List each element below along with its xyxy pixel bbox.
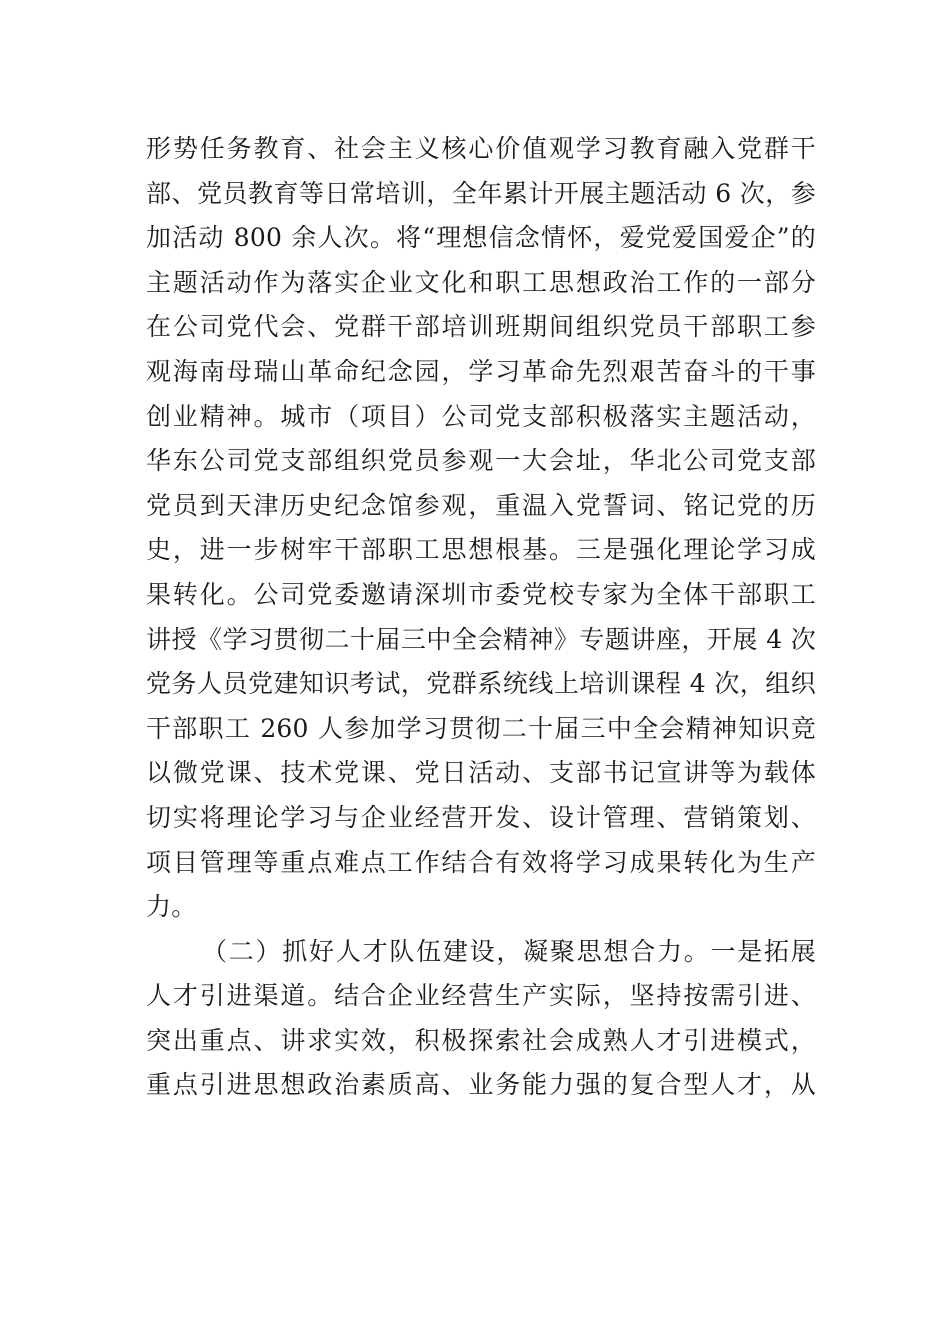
text-line: 史，进一步树牢干部职工思想根基。三是强化理论学习成 bbox=[146, 535, 816, 565]
text-line: 华东公司党支部组织党员参观一大会址，华北公司党支部 bbox=[146, 446, 816, 476]
text-line: 党员到天津历史纪念馆参观，重温入党誓词、铭记党的历 bbox=[146, 490, 816, 520]
text-line: 形势任务教育、社会主义核心价值观学习教育融入党群干 bbox=[146, 134, 816, 163]
text-line: 果转化。公司党委邀请深圳市委党校专家为全体干部职工 bbox=[146, 579, 816, 609]
text-line: 干部职工 260 人参加学习贯彻二十届三中全会精神知识竞 bbox=[146, 713, 816, 743]
section-heading-line: （二）抓好人才队伍建设，凝聚思想合力。一是拓展 bbox=[202, 936, 816, 966]
text-line: 讲授《学习贯彻二十届三中全会精神》专题讲座，开展 4 次 bbox=[146, 624, 816, 654]
text-line: 突出重点、讲求实效，积极探索社会成熟人才引进模式， bbox=[146, 1025, 816, 1055]
text-line: 在公司党代会、党群干部培训班期间组织党员干部职工参 bbox=[146, 312, 816, 342]
text-line: 部、党员教育等日常培训，全年累计开展主题活动 6 次，参 bbox=[146, 178, 816, 208]
text-line: 主题活动作为落实企业文化和职工思想政治工作的一部分 bbox=[146, 267, 816, 297]
text-line: 切实将理论学习与企业经营开发、设计管理、营销策划、 bbox=[146, 802, 816, 832]
text-line: 观海南母瑞山革命纪念园，学习革命先烈艰苦奋斗的干事 bbox=[146, 356, 816, 386]
text-line: 项目管理等重点难点工作结合有效将学习成果转化为生产 bbox=[146, 847, 816, 877]
text-line: 以微党课、技术党课、党日活动、支部书记宣讲等为载体 bbox=[146, 758, 816, 788]
text-line: 加活动 800 余人次。将“理想信念情怀，爱党爱国爱企”的 bbox=[146, 223, 816, 253]
text-line: 力。 bbox=[146, 892, 197, 922]
text-line: 人才引进渠道。结合企业经营生产实际，坚持按需引进、 bbox=[146, 981, 816, 1011]
text-line: 党务人员党建知识考试，党群系统线上培训课程 4 次，组织 bbox=[146, 669, 816, 699]
text-line: 创业精神。城市（项目）公司党支部积极落实主题活动， bbox=[146, 401, 816, 431]
text-line: 重点引进思想政治素质高、业务能力强的复合型人才，从 bbox=[146, 1070, 816, 1100]
body-text bbox=[146, 127, 816, 1108]
